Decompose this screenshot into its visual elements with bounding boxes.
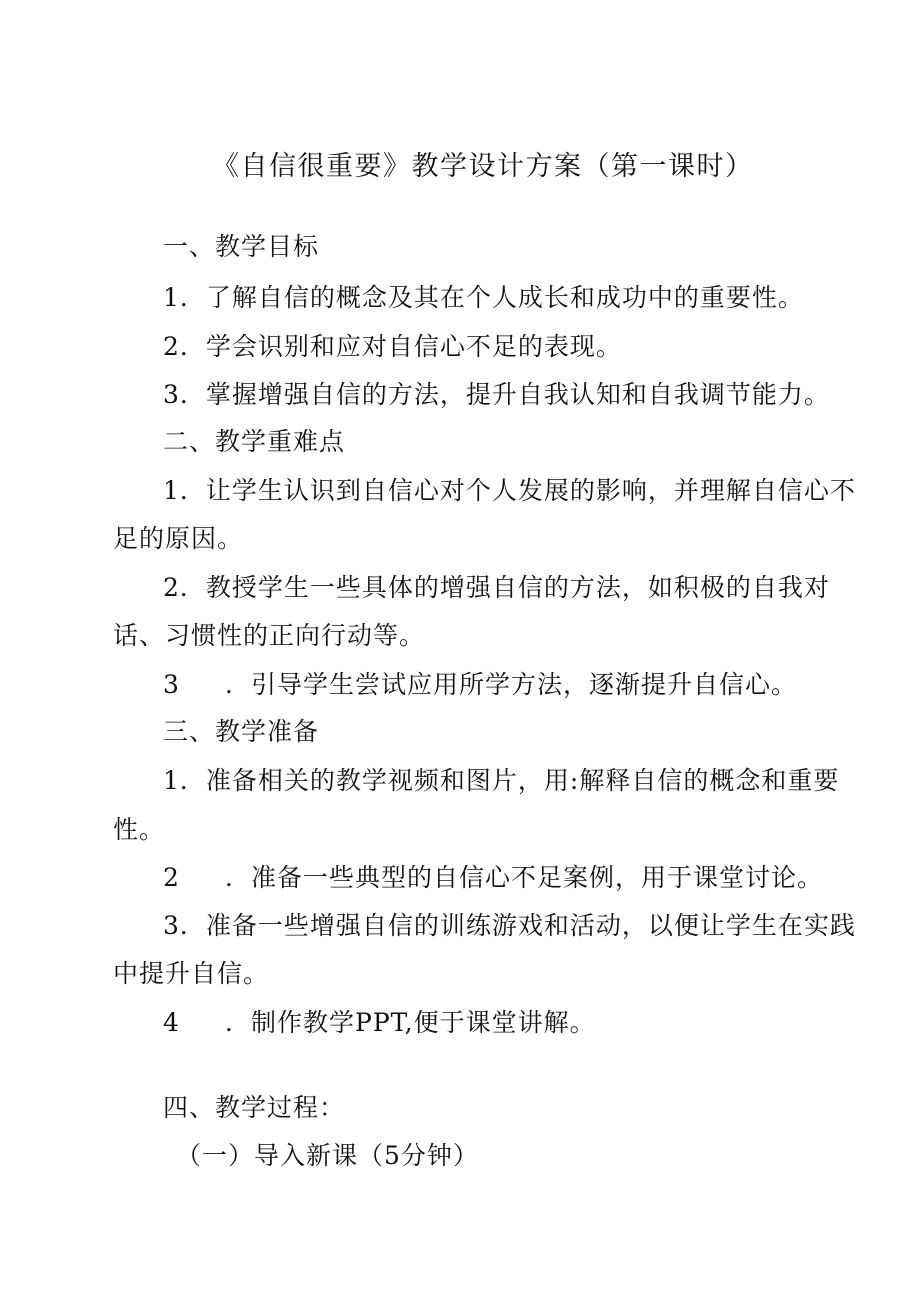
goal-item-1: 1．了解自信的概念及其在个人成长和成功中的重要性。 — [163, 283, 804, 312]
key-point-2-line-1: 2．教授学生一些具体的增强自信的方法，如积极的自我对 — [163, 573, 830, 602]
key-point-3-number: 3 — [163, 670, 180, 699]
key-point-2-line-2: 话、习惯性的正向行动等。 — [113, 621, 426, 650]
key-point-1-line-2: 足的原因。 — [113, 524, 244, 553]
process-subheading-1: （一）导入新课（5分钟） — [176, 1141, 479, 1170]
section-heading-key-points: 二、教学重难点 — [163, 427, 346, 456]
prep-item-1-line-1: 1．准备相关的教学视频和图片，用:解释自信的概念和重要 — [163, 766, 840, 795]
section-heading-preparation: 三、教学准备 — [163, 717, 320, 746]
prep-item-4 — [163, 1008, 596, 1038]
prep-item-1-line-2: 性。 — [113, 815, 166, 844]
prep-item-3-line-2: 中提升自信。 — [113, 959, 270, 988]
key-point-1-line-1: 1．让学生认识到自信心对个人发展的影响，并理解自信心不 — [163, 476, 856, 505]
section-heading-process: 四、教学过程： — [163, 1093, 346, 1122]
goal-item-2: 2．学会识别和应对自信心不足的表现。 — [163, 332, 622, 361]
prep-item-2 — [163, 863, 823, 893]
key-point-3-text: ．引导学生尝试应用所学方法，逐渐提升自信心。 — [225, 670, 798, 699]
document-title: 《自信很重要》教学设计方案（第一课时） — [212, 151, 754, 182]
prep-item-2-text: ．准备一些典型的自信心不足案例，用于课堂讨论。 — [225, 863, 824, 892]
prep-item-3-line-1: 3．准备一些增强自信的训练游戏和活动，以便让学生在实践 — [163, 911, 856, 940]
prep-item-2-number: 2 — [163, 863, 180, 892]
prep-item-4-number: 4 — [163, 1008, 180, 1037]
goal-item-3: 3．掌握增强自信的方法，提升自我认知和自我调节能力。 — [163, 380, 830, 409]
key-point-3 — [163, 670, 797, 700]
section-heading-goals: 一、教学目标 — [163, 232, 320, 261]
prep-item-4-text: ．制作教学PPT,便于课堂讲解。 — [225, 1008, 596, 1037]
